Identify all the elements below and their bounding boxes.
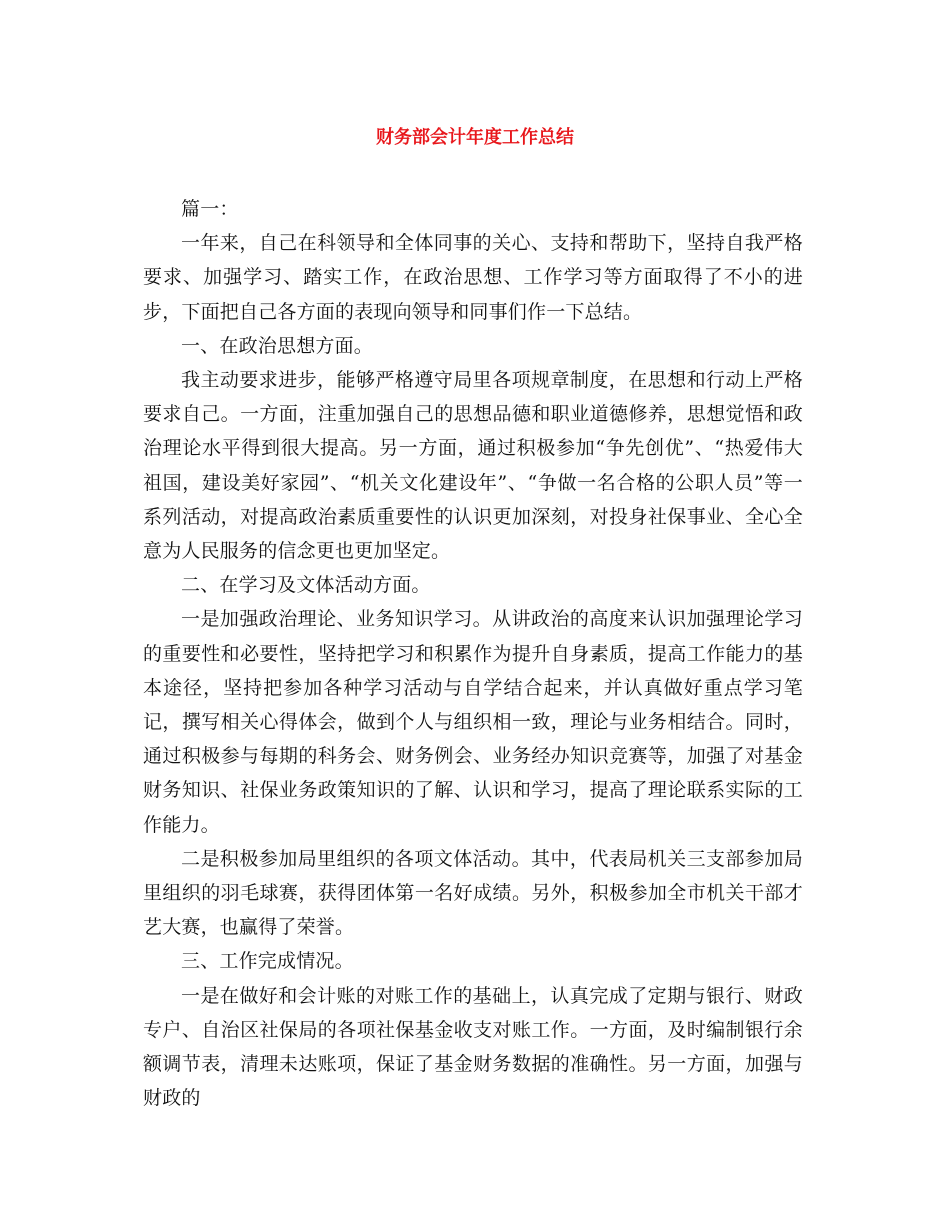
- document-body: [143, 192, 803, 1115]
- page-title: 财务部会计年度工作总结: [376, 127, 574, 148]
- section-heading-study: 二、在学习及文体活动方面。: [181, 574, 431, 597]
- paragraph-study-theory: 一是加强政治理论、业务知识学习。从讲政治的高度来认识加强理论学习的重要性和必要性，坚持把学习和积累作为提升自身素质，提高工作能力的基本途径，坚持把参加各种学习活动与自学结合起来，并认真做好重点学习笔记，撰写相关心得体会，做到个人与组织相一致，理论与业务相结合。同时，通过积极参与每期的科务会、财务例会、业务经办知识竞赛等，加强了对基金财务知识、社保业务政策知识的了解、认识和学习，提高了理论联系实际的工作能力。: [143, 608, 803, 836]
- paragraph-work-reconciliation: 一是在做好和会计账的对账工作的基础上，认真完成了定期与银行、财政专户、自治区社保局的各项社保基金收支对账工作。一方面，及时编制银行余额调节表，清理未达账项，保证了基金财务数据的准确性。另一方面，加强与财政的: [143, 984, 803, 1110]
- paragraph-political: 我主动要求进步，能够严格遵守局里各项规章制度，在思想和行动上严格要求自己。一方面，注重加强自己的思想品德和职业道德修养，思想觉悟和政治理论水平得到很大提高。另一方面，通过积极参加“争先创优”、“热爱伟大祖国，建设美好家园”、“机关文化建设年”、“争做一名合格的公职人员”等一系列活动，对提高政治素质重要性的认识更加深刻，对投身社保事业、全心全意为人民服务的信念更也更加坚定。: [143, 369, 803, 563]
- paragraph-intro: 一年来，自己在科领导和全体同事的关心、支持和帮助下，坚持自我严格要求、加强学习、踏实工作，在政治思想、工作学习等方面取得了不小的进步，下面把自己各方面的表现向领导和同事们作一下总结。: [143, 232, 803, 323]
- paragraph-heading-part-one: 篇一：: [181, 198, 239, 220]
- section-heading-political: 一、在政治思想方面。: [181, 334, 374, 357]
- paragraph-study-activities: 二是积极参加局里组织的各项文体活动。其中，代表局机关三支部参加局里组织的羽毛球赛，获得团体第一名好成绩。另外，积极参加全市机关干部才艺大赛，也赢得了荣誉。: [143, 847, 803, 939]
- section-heading-work: 三、工作完成情况。: [181, 950, 354, 973]
